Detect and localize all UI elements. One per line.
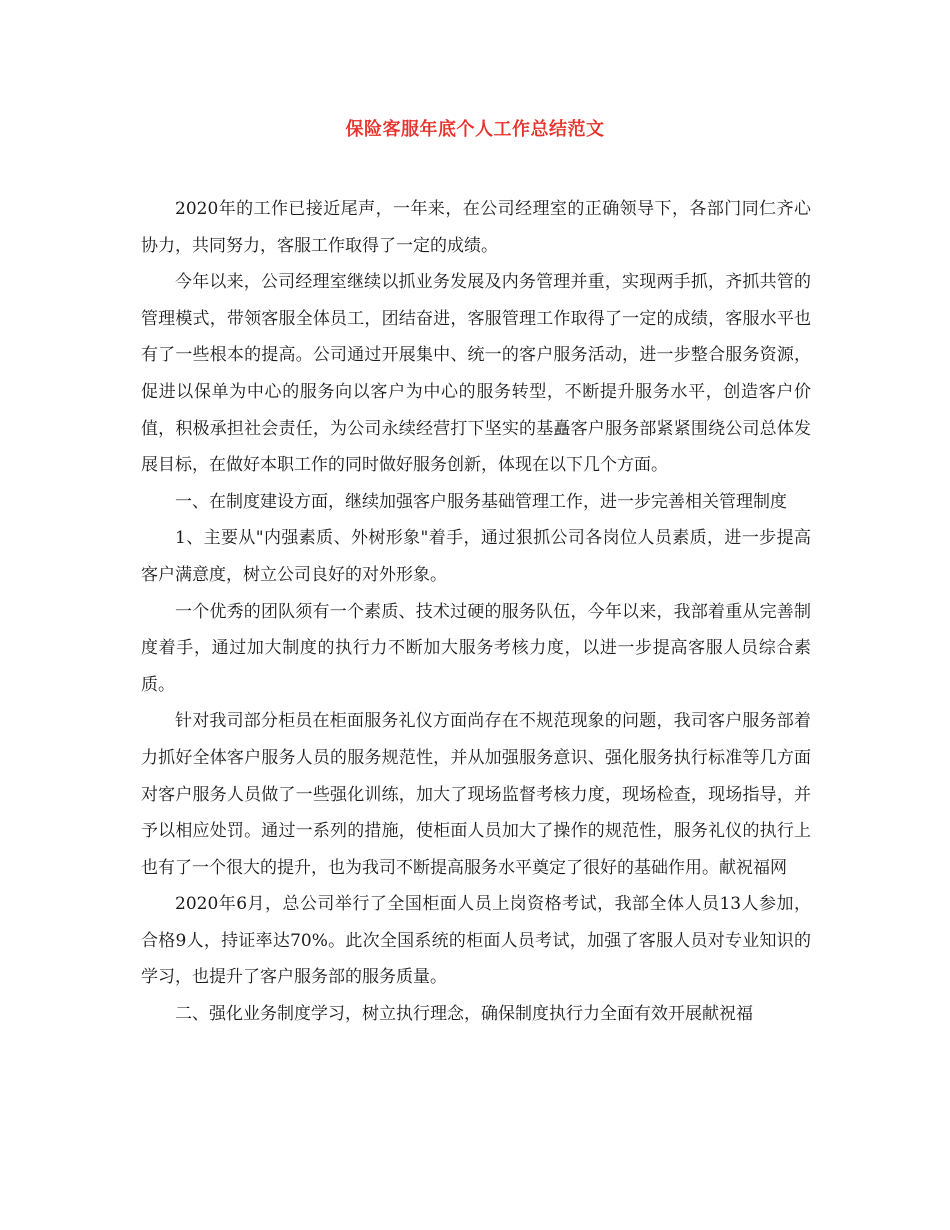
document-title: 保险客服年底个人工作总结范文 <box>345 119 605 140</box>
paragraph: 2020年6月，总公司举行了全国柜面人员上岗资格考试，我部全体人员13人参加，合格9人，持证率达70%。此次全国系统的柜面人员考试，加强了客服人员对专业知识的学习，也提升了客户服务部的服务质量。 <box>141 894 811 988</box>
section-heading: 一、在制度建设方面，继续加强客户服务基础管理工作，进一步完善相关管理制度 <box>175 491 787 512</box>
paragraph: 一个优秀的团队须有一个素质、技术过硬的服务队伍，今年以来，我部着重从完善制度着手，通过加大制度的执行力不断加大服务考核力度，以进一步提高客服人员综合素质。 <box>141 601 811 695</box>
document-body <box>141 191 811 1033</box>
paragraph: 针对我司部分柜员在柜面服务礼仪方面尚存在不规范现象的问题，我司客户服务部着力抓好全体客户服务人员的服务规范性，并从加强服务意识、强化服务执行标准等几方面对客户服务人员做了一些强化训练，加大了现场监督考核力度，现场检查，现场指导，并予以相应处罚。通过一系列的措施，使柜面人员加大了操作的规范性，服务礼仪的执行上也有了一个很大的提升，也为我司不断提高服务水平奠定了很好的基础作用。献祝福网 <box>141 711 811 878</box>
paragraph: 1、主要从"内强素质、外树形象"着手，通过狠抓公司各岗位人员素质，进一步提高客户满意度，树立公司良好的对外形象。 <box>141 528 811 585</box>
paragraph: 今年以来，公司经理室继续以抓业务发展及内务管理并重，实现两手抓，齐抓共管的管理模式，带领客服全体员工，团结奋进，客服管理工作取得了一定的成绩，客服水平也有了一些根本的提高。公司通过开展集中、统一的客户服务活动，进一步整合服务资源，促进以保单为中心的服务向以客户为中心的服务转型，不断提升服务水平，创造客户价值，积极承担社会责任，为公司永续经营打下坚实的基矗客户服务部紧紧围绕公司总体发展目标，在做好本职工作的同时做好服务创新，体现在以下几个方面。 <box>141 272 811 476</box>
section-heading: 二、强化业务制度学习，树立执行理念，确保制度执行力全面有效开展献祝福 <box>175 1004 753 1025</box>
paragraph: 2020年的工作已接近尾声，一年来，在公司经理室的正确领导下，各部门同仁齐心协力，共同努力，客服工作取得了一定的成绩。 <box>141 199 811 256</box>
